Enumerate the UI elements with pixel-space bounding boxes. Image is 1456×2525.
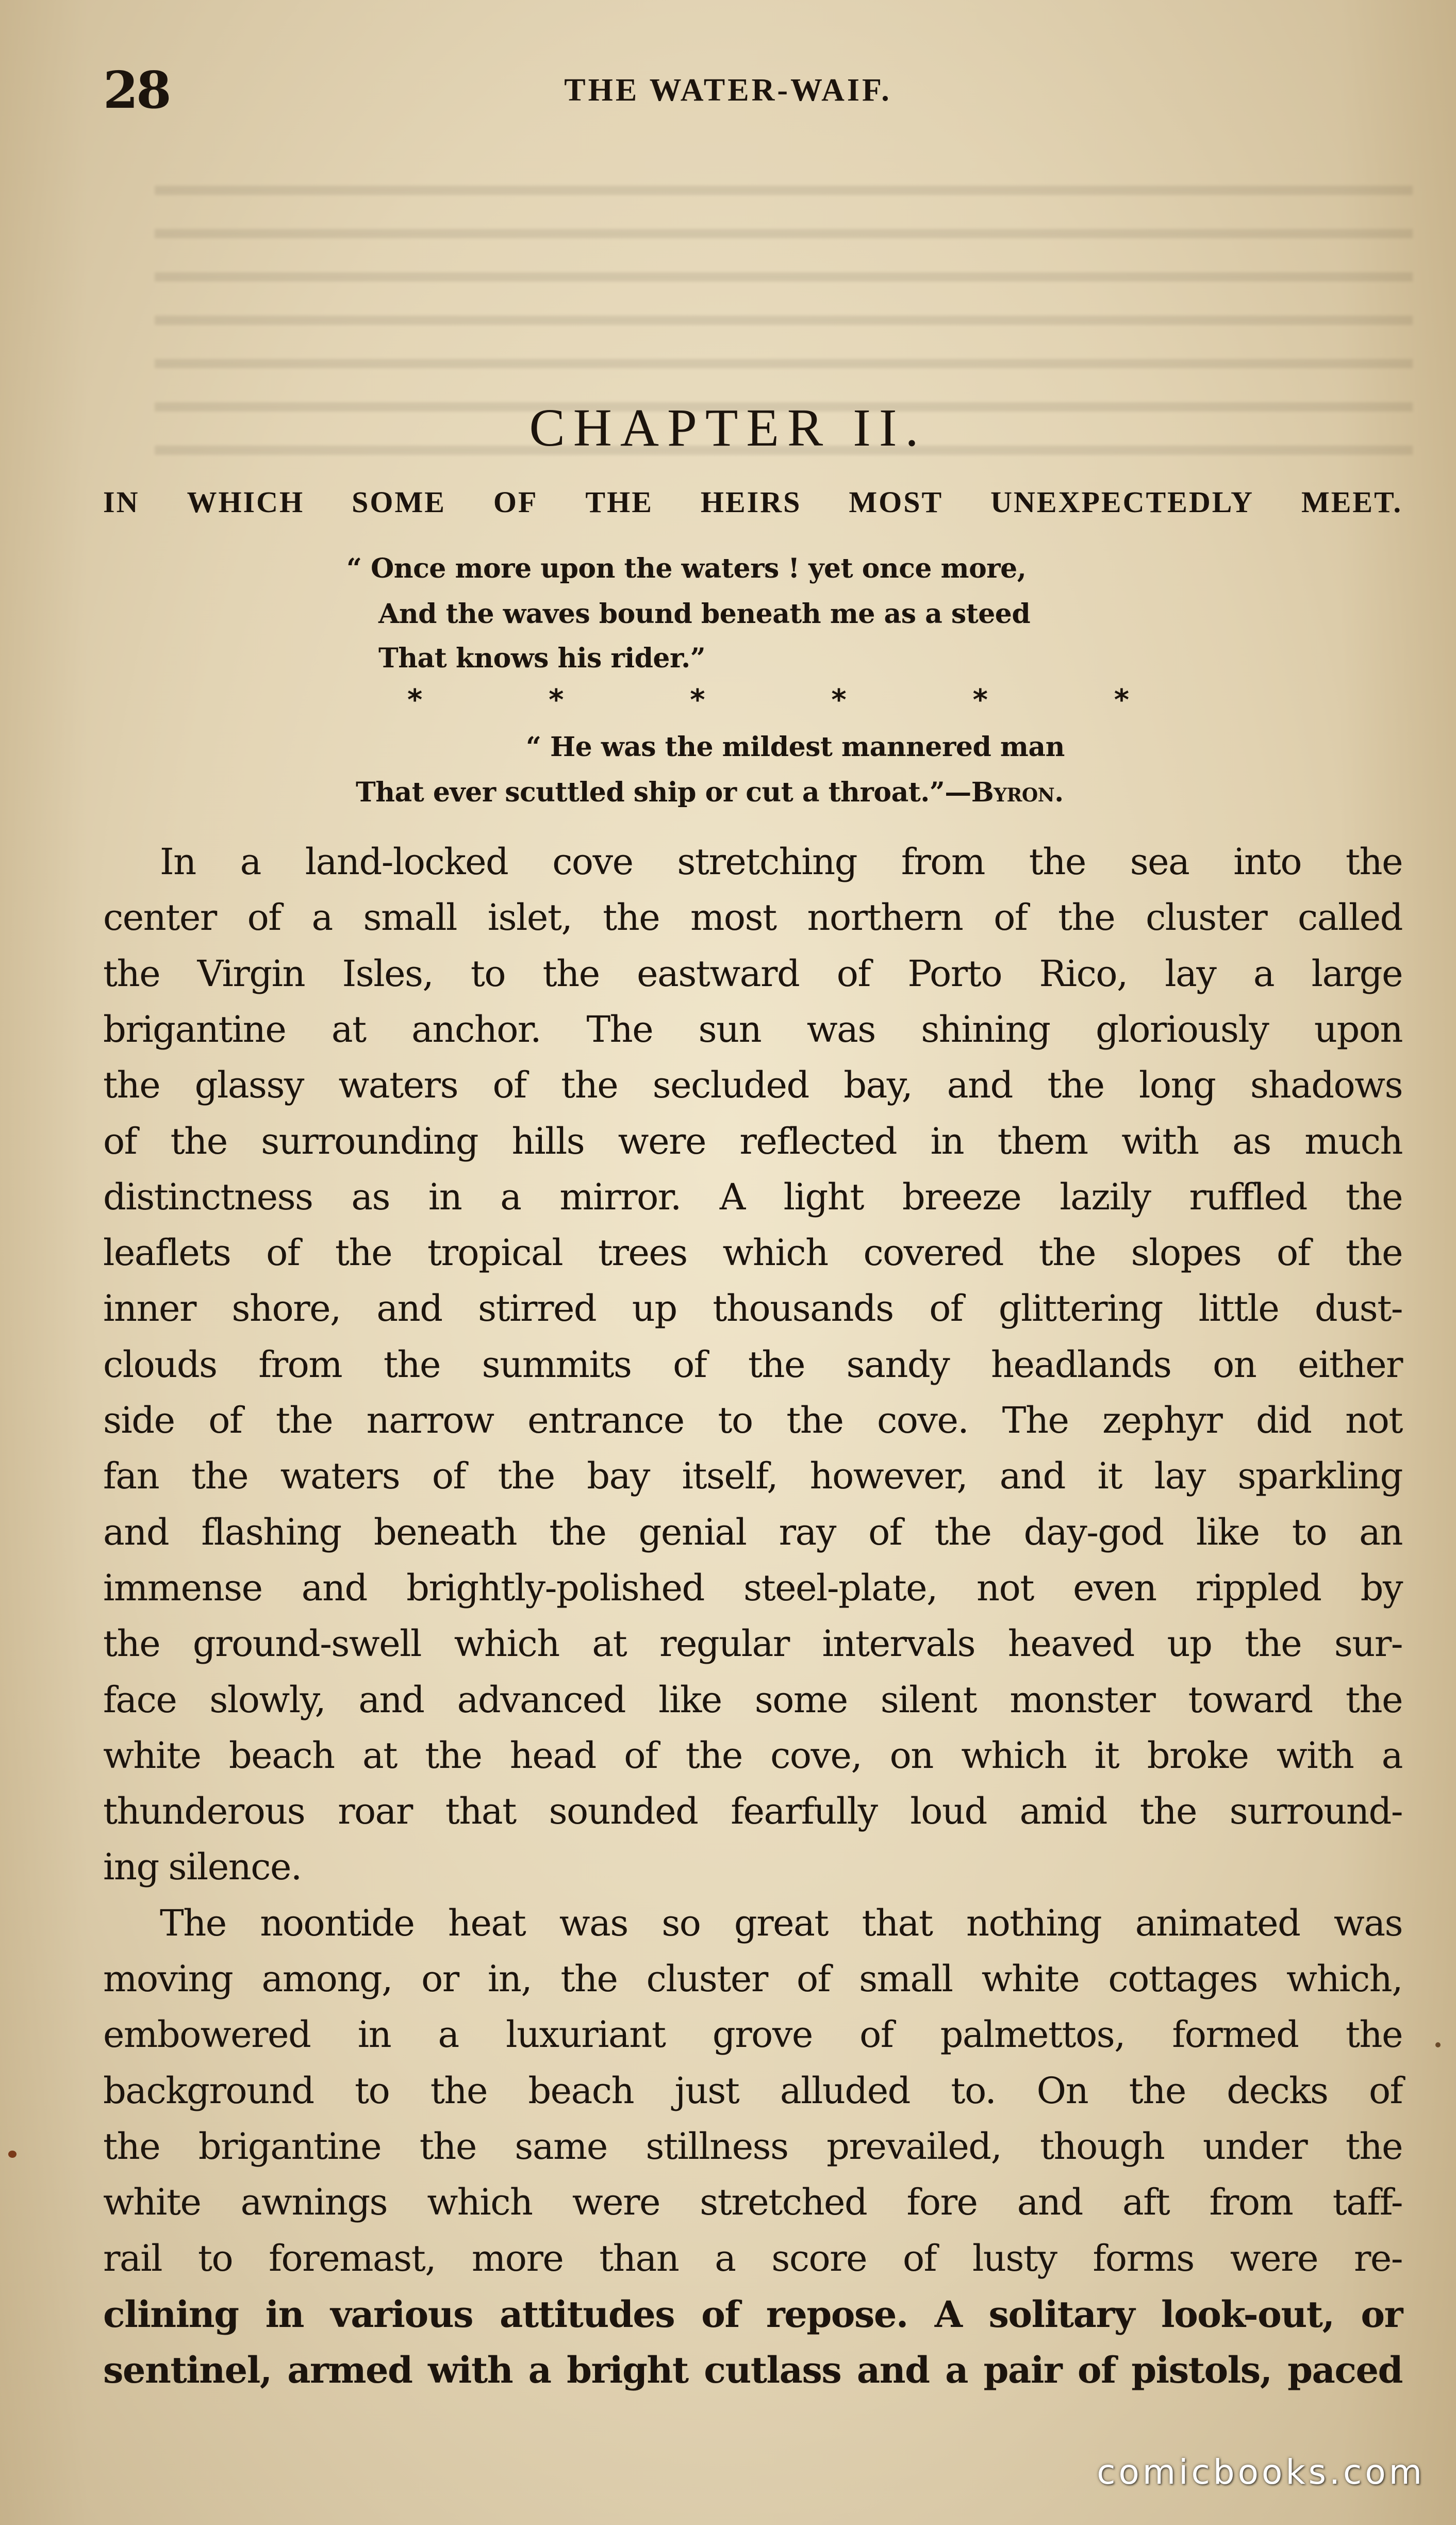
text-line: fan the waters of the bay itself, however, and it lay sparkling [103,1455,1402,1498]
subtitle-word: WHICH [187,485,305,519]
subtitle-word: HEIRS [700,485,802,519]
page-number: 28 [103,61,170,120]
epigraph-line: “ He was the mildest mannered man [526,731,1065,763]
subtitle-word: SOME [352,485,446,519]
text-line: leaflets of the tropical trees which covered the slopes of the [103,1232,1402,1274]
text-line: center of a small islet, the most northern of the cluster called [103,896,1402,939]
text-line: clining in various attitudes of repose. A solitary look-out, or [103,2292,1402,2336]
text-line: clouds from the summits of the sandy headlands on either [103,1343,1402,1386]
text-line: face slowly, and advanced like some silent monster toward the [103,1678,1402,1721]
text-line: the ground-swell which at regular intervals heaved up the sur- [103,1622,1402,1665]
text-line: embowered in a luxuriant grove of palmettos, formed the [103,2013,1402,2056]
text-line: In a land-locked cove stretching from the sea into the [160,841,1402,883]
subtitle-word: UNEXPECTEDLY [990,485,1254,519]
text-line: brigantine at anchor. The sun was shining gloriously upon [103,1008,1402,1051]
star-mark: * [1114,683,1129,717]
epigraph-quote: That ever scuttled ship or cut a throat.”— [356,777,971,808]
star-mark: * [972,683,988,717]
subtitle-word: MEET. [1301,485,1402,519]
text-line: moving among, or in, the cluster of small white cottages which, [103,1958,1402,2000]
paper-speck [1435,2042,1441,2047]
chapter-subtitle [103,485,1402,519]
watermark: comicbooks.com [1097,2452,1425,2492]
epigraph-line: “ Once more upon the waters ! yet once more, [346,553,1027,584]
text-line: white beach at the head of the cove, on which it broke with a [103,1734,1402,1777]
text-line: side of the narrow entrance to the cove. The zephyr did not [103,1399,1402,1441]
text-line: white awnings which were stretched fore and aft from taff- [103,2181,1402,2224]
chapter-title: CHAPTER II. [529,398,927,457]
epigraph-line: And the waves bound beneath me as a steed [378,598,1031,630]
text-line: thunderous roar that sounded fearfully loud amid the surround- [103,1790,1402,1833]
star-mark: * [690,683,705,717]
star-mark: * [407,683,423,717]
text-line: rail to foremast, more than a score of lusty forms were re- [103,2237,1402,2280]
text-line: ing silence. [103,1846,302,1889]
text-line: the Virgin Isles, to the eastward of Porto Rico, lay a large [103,952,1402,995]
epigraph-attribution: Byron. [971,777,1064,808]
text-line: sentinel, armed with a bright cutlass and a pair of pistols, paced [103,2349,1402,2392]
epigraph-line: That knows his rider.” [378,643,706,674]
text-line: and flashing beneath the genial ray of the day-god like to an [103,1511,1402,1553]
text-line: inner shore, and stirred up thousands of glittering little dust- [103,1287,1402,1330]
star-mark: * [549,683,564,717]
text-line: The noontide heat was so great that nothing animated was [160,1901,1402,1944]
text-line: the brigantine the same stillness prevailed, though under the [103,2125,1402,2168]
subtitle-word: OF [493,485,538,519]
text-line: immense and brightly-polished steel-plate, not even rippled by [103,1566,1402,1609]
subtitle-word: MOST [849,485,944,519]
star-mark: * [831,683,847,717]
text-line: background to the beach just alluded to. On the decks of [103,2069,1402,2112]
text-line: of the surrounding hills were reflected in them with as much [103,1120,1402,1162]
text-line: the glassy waters of the secluded bay, and the long shadows [103,1064,1402,1107]
epigraph-line-attributed [356,777,1064,808]
paper-speck [8,2151,16,2158]
subtitle-word: IN [103,485,140,519]
subtitle-word: THE [585,485,653,519]
running-head: THE WATER-WAIF. [564,73,892,108]
text-line: distinctness as in a mirror. A light breeze lazily ruffled the [103,1175,1402,1218]
epigraph-separator [407,683,1129,717]
